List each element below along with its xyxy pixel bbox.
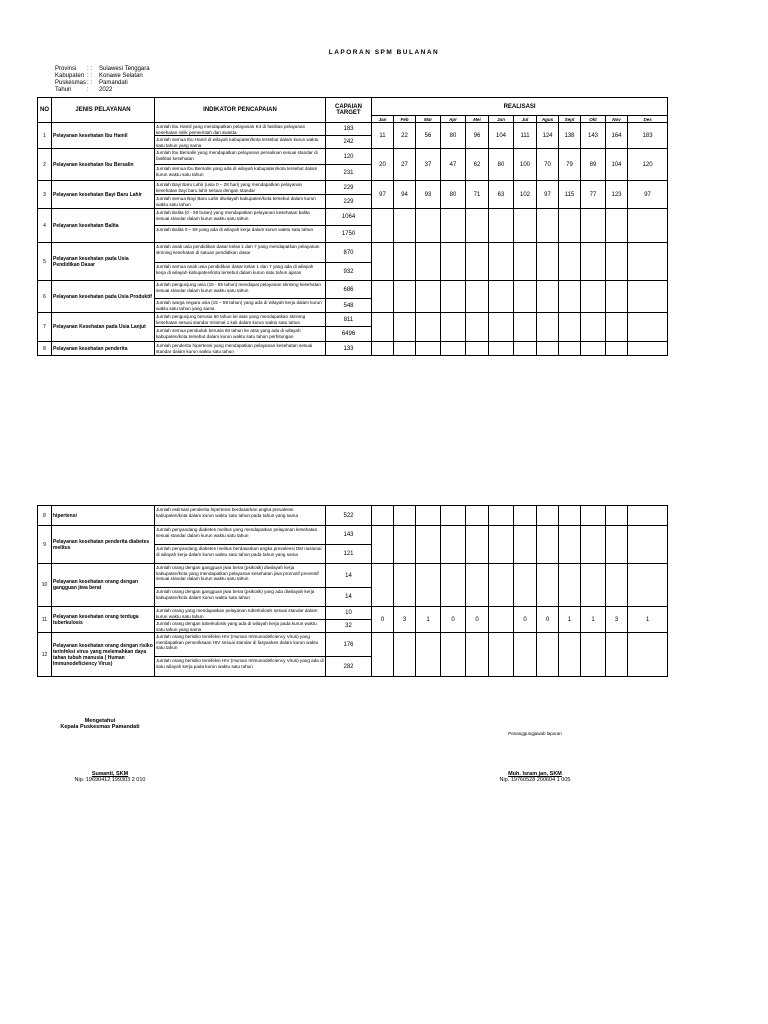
capaian-target-cell: 143: [326, 526, 372, 545]
capaian-target-cell: 870: [326, 243, 372, 263]
jenis-pelayanan-cell: Pelayanan kesehatan orang dengan gangguan jiwa berat: [52, 564, 155, 607]
realisasi-month-cell: 143: [581, 123, 606, 149]
table-row: [38, 209, 668, 226]
realisasi-month-cell: [514, 506, 537, 526]
realisasi-month-cell: 164: [606, 123, 628, 149]
indikator-cell: Jumlah pengunjung usia (15 - 59 tahun) mendapat pelayanan skrining kesehatan sesuai standar dalam kurun waktu satu tahun: [155, 281, 326, 299]
realisasi-month-cell: [489, 313, 514, 342]
jenis-pelayanan-cell: Pelayanan kesehatan penderita diabetes melitus: [52, 526, 155, 564]
realisasi-month-cell: [537, 243, 559, 281]
table-row: [38, 123, 668, 136]
realisasi-month-cell: [606, 313, 628, 342]
realisasi-month-cell: [514, 243, 537, 281]
realisasi-month-cell: 183: [628, 123, 668, 149]
realisasi-month-cell: 100: [514, 149, 537, 181]
indikator-cell: Jumlah semua anak usia pendidikan dasar kelas 1 dan 7 yang ada di wilayah kerja di wilayah kabupaten/kota tersebut dalam kurun satu tahun ajaran: [155, 263, 326, 281]
jenis-pelayanan-cell: Pelayanan kesehatan Ibu Hamil: [52, 123, 155, 149]
capaian-target-cell: 14: [326, 588, 372, 607]
realisasi-month-cell: [372, 281, 394, 313]
realisasi-month-cell: [416, 281, 441, 313]
realisasi-month-cell: [416, 342, 441, 356]
month-header: Sept: [559, 116, 581, 123]
realisasi-month-cell: 93: [416, 181, 441, 209]
meta-key: Provinsi: [55, 66, 77, 72]
indikator-cell: Jumlah penyandang diabetes melitus yang mendapatkan pelayanan kesehatan sesuai standar dalam kurun waktu satu tahun: [155, 526, 326, 545]
row-number: 8: [38, 342, 52, 356]
meta-key: Kabupaten: [55, 73, 85, 79]
realisasi-month-cell: [606, 209, 628, 243]
indikator-cell: Jumlah semua Bayi Baru Lahir diwilayah kabupaten/kota tersebut dalam kurun waktu satu tahun: [155, 195, 326, 209]
table-row: [38, 342, 668, 356]
realisasi-month-cell: 104: [606, 149, 628, 181]
realisasi-month-cell: [606, 564, 628, 607]
realisasi-month-cell: [581, 281, 606, 313]
month-header: Mei: [466, 116, 489, 123]
realisasi-month-cell: [628, 243, 668, 281]
table-row: [38, 607, 668, 620]
realisasi-month-cell: [394, 633, 416, 677]
realisasi-month-cell: [606, 526, 628, 564]
realisasi-month-cell: [537, 313, 559, 342]
realisasi-month-cell: 80: [489, 149, 514, 181]
sig-right-nip: Nip. 19760528 200604 1 005: [499, 777, 571, 783]
realisasi-month-cell: [537, 526, 559, 564]
table-row: [38, 313, 668, 327]
realisasi-month-cell: [559, 313, 581, 342]
table-row: [38, 506, 668, 526]
realisasi-month-cell: [581, 209, 606, 243]
realisasi-month-cell: [514, 313, 537, 342]
realisasi-month-cell: 97: [372, 181, 394, 209]
realisasi-month-cell: [416, 506, 441, 526]
realisasi-month-cell: [441, 313, 466, 342]
jenis-pelayanan-cell: Pelayanan kesehatan Balita: [52, 209, 155, 243]
row-number: 1: [38, 123, 52, 149]
realisasi-month-cell: 63: [489, 181, 514, 209]
signature-left: [45, 718, 155, 730]
realisasi-month-cell: [628, 506, 668, 526]
realisasi-month-cell: 138: [559, 123, 581, 149]
realisasi-month-cell: [416, 243, 441, 281]
realisasi-month-cell: [559, 209, 581, 243]
sig-left-name: Suwanti, SKM: [91, 771, 129, 777]
indikator-cell: Jumlah orang dengan gangguan jiwa berat (psikotik) diwilayah kerja kabupaten/kota yang mendapatkan pelayanan kesehatan jiwa promotif preventif sesuai standar dalam kurun waktu satu tahun: [155, 564, 326, 588]
realisasi-month-cell: [372, 243, 394, 281]
realisasi-month-cell: 0: [441, 607, 466, 633]
realisasi-month-cell: [441, 281, 466, 313]
realisasi-month-cell: [581, 506, 606, 526]
indikator-cell: Jumlah Ibu Bersalin yang mendapatkan pelayanan persalinan sesuai standar di fasilitas kesehatan: [155, 149, 326, 165]
capaian-target-cell: 811: [326, 313, 372, 327]
realisasi-month-cell: 104: [489, 123, 514, 149]
indikator-cell: Jumlah Balita (0 - 59 bulan) yang mendapatkan pelayanan kesehatan balita sesuai standar dalam kurun waktu satu tahun: [155, 209, 326, 226]
jenis-pelayanan-cell: Pelayanan kesehatan Bayi Baru Lahir: [52, 181, 155, 209]
realisasi-month-cell: [416, 633, 441, 677]
realisasi-month-cell: 3: [606, 607, 628, 633]
row-number: 3: [38, 181, 52, 209]
capaian-target-cell: 183: [326, 123, 372, 136]
realisasi-month-cell: [416, 313, 441, 342]
realisasi-month-cell: [394, 281, 416, 313]
realisasi-month-cell: [416, 526, 441, 564]
capaian-target-cell: 229: [326, 181, 372, 195]
jenis-pelayanan-cell: Pelayanan kesehatan pada Usia Produktif: [52, 281, 155, 313]
realisasi-month-cell: [489, 526, 514, 564]
realisasi-month-cell: 47: [441, 149, 466, 181]
realisasi-month-cell: 20: [372, 149, 394, 181]
indikator-cell: Jumlah orang dengan gangguan jiwa berat (psikotik) yang ada diwilayah kerja kabupaten/kota dalam kurun waktu satu tahun: [155, 588, 326, 607]
realisasi-month-cell: [466, 342, 489, 356]
indikator-cell: Jumlah orang berisiko terinfeksi HIV (Human Immunodeficiency Virus) yang ada di satu wilayah kerja pada kurun waktu satu tahun: [155, 657, 326, 677]
realisasi-month-cell: 37: [416, 149, 441, 181]
realisasi-month-cell: [628, 209, 668, 243]
realisasi-month-cell: [441, 342, 466, 356]
capaian-target-cell: 120: [326, 149, 372, 165]
month-header: Jan: [372, 116, 394, 123]
capaian-target-cell: 522: [326, 506, 372, 526]
row-number: 11: [38, 607, 52, 633]
realisasi-month-cell: [581, 243, 606, 281]
realisasi-month-cell: 1: [628, 607, 668, 633]
realisasi-month-cell: [581, 313, 606, 342]
meta-key: Puskesmas: [55, 80, 87, 86]
capaian-target-cell: 686: [326, 281, 372, 299]
realisasi-month-cell: 11: [372, 123, 394, 149]
realisasi-month-cell: [394, 526, 416, 564]
realisasi-month-cell: [559, 564, 581, 607]
indikator-cell: Jumlah penyandang diabetes melitus berdasarkan angka prevalensi DM nasional di wilayah kerja dalam kurun waktu satu tahun pada tahun yang sama: [155, 545, 326, 564]
indikator-cell: Jumlah semua Ibu Bersalin yang ada di wilayah kabupaten/kota tersebut dalam kurun waktu satu tahun: [155, 165, 326, 181]
realisasi-month-cell: 102: [514, 181, 537, 209]
header-realisasi: REALISASI: [372, 98, 668, 116]
header-capaian-target: CAPAIAN TARGET: [326, 98, 372, 123]
realisasi-month-cell: [441, 243, 466, 281]
meta-key: Tahun: [55, 87, 72, 93]
realisasi-month-cell: 62: [466, 149, 489, 181]
realisasi-month-cell: [416, 209, 441, 243]
realisasi-month-cell: [514, 564, 537, 607]
realisasi-month-cell: [372, 506, 394, 526]
jenis-pelayanan-cell: Pelayanan kesehatan orang terduga tuberkulosis: [52, 607, 155, 633]
realisasi-month-cell: [514, 633, 537, 677]
capaian-target-cell: 14: [326, 564, 372, 588]
realisasi-month-cell: [372, 342, 394, 356]
realisasi-month-cell: [514, 209, 537, 243]
jenis-pelayanan-cell: Pelayanan kesehatan Ibu Bersalin: [52, 149, 155, 181]
capaian-target-cell: 1750: [326, 226, 372, 243]
jenis-pelayanan-cell: Pelayanan Kesehatan pada Usia Lanjut: [52, 313, 155, 342]
realisasi-month-cell: 0: [514, 607, 537, 633]
month-header: Jun: [489, 116, 514, 123]
realisasi-month-cell: 3: [394, 607, 416, 633]
realisasi-month-cell: [394, 209, 416, 243]
month-header: Agus: [537, 116, 559, 123]
realisasi-month-cell: [394, 342, 416, 356]
realisasi-month-cell: [581, 526, 606, 564]
realisasi-month-cell: [372, 313, 394, 342]
indikator-cell: Jumlah orang berisiko terinfeksi HIV (Human Immunodeficiency Virus) yang mendapatkan pemeriksaan HIV sesuai standar di fasyankes dalam kurun waktu satu tahun: [155, 633, 326, 657]
realisasi-month-cell: [416, 564, 441, 607]
realisasi-month-cell: [489, 209, 514, 243]
realisasi-month-cell: [514, 342, 537, 356]
indikator-cell: Jumlah semua penduduk berusia 60 tahun ke atas yang ada di wilayah kabupaten/kota tersebut dalam kurun waktu satu tahun perhitungan: [155, 327, 326, 342]
jenis-pelayanan-cell: Pelayanan kesehatan orang dengan risiko terinfeksi virus yang melemahkan daya tahan tubuh manusia ( Human Immunodeficiency Virus): [52, 633, 155, 677]
realisasi-month-cell: 80: [441, 123, 466, 149]
realisasi-month-cell: [441, 506, 466, 526]
realisasi-month-cell: 123: [606, 181, 628, 209]
capaian-target-cell: 32: [326, 620, 372, 633]
capaian-target-cell: 6496: [326, 327, 372, 342]
indikator-cell: Jumlah Bayi Baru Lahir (usia 0 – 28 hari) yang mendapatkan pelayanan kesehatan bayi baru lahir sesuai dengan standar: [155, 181, 326, 195]
realisasi-month-cell: 0: [537, 607, 559, 633]
realisasi-month-cell: [537, 506, 559, 526]
realisasi-month-cell: 111: [514, 123, 537, 149]
realisasi-month-cell: 1: [416, 607, 441, 633]
realisasi-month-cell: [394, 313, 416, 342]
report-meta: Provinsi : : Sulawesi Tenggara Kabupaten : : Konawe Selatan Puskesmas : : Pamandati Tahun : 2022: [55, 66, 150, 93]
capaian-target-cell: 229: [326, 195, 372, 209]
realisasi-month-cell: [372, 633, 394, 677]
realisasi-month-cell: [466, 633, 489, 677]
signature-left-name-block: [45, 771, 175, 783]
signature-right-name-block: [470, 771, 600, 783]
realisasi-month-cell: [466, 281, 489, 313]
realisasi-month-cell: [372, 209, 394, 243]
row-number: 10: [38, 564, 52, 607]
month-header: Des: [628, 116, 668, 123]
realisasi-month-cell: [489, 281, 514, 313]
indikator-cell: Jumlah warga negara usia (15 – 59 tahun) yang ada di wilayah kerja dalam kurun waktu satu tahun yang sama: [155, 299, 326, 313]
capaian-target-cell: 133: [326, 342, 372, 356]
realisasi-month-cell: [466, 313, 489, 342]
realisasi-month-cell: 124: [537, 123, 559, 149]
row-number: 9: [38, 526, 52, 564]
realisasi-month-cell: 80: [441, 181, 466, 209]
realisasi-month-cell: [514, 526, 537, 564]
realisasi-month-cell: [628, 313, 668, 342]
jenis-pelayanan-cell: hipertensi: [52, 506, 155, 526]
capaian-target-cell: 548: [326, 299, 372, 313]
realisasi-month-cell: [394, 564, 416, 607]
realisasi-month-cell: 27: [394, 149, 416, 181]
jenis-pelayanan-cell: Pelayanan kesehatan penderita: [52, 342, 155, 356]
realisasi-month-cell: [489, 633, 514, 677]
indikator-cell: Jumlah orang dengan tuberkulosis yang ada di wilayah kerja pada kurun waktu satu tahun yang sama: [155, 620, 326, 633]
realisasi-month-cell: [581, 633, 606, 677]
realisasi-month-cell: [441, 564, 466, 607]
realisasi-month-cell: [441, 526, 466, 564]
header-no: NO: [38, 98, 52, 123]
realisasi-month-cell: 115: [559, 181, 581, 209]
month-header: Apr: [441, 116, 466, 123]
sig-right-name: Muh. Isram jan, SKM: [508, 771, 562, 777]
capaian-target-cell: 932: [326, 263, 372, 281]
realisasi-month-cell: [489, 342, 514, 356]
realisasi-month-cell: [394, 243, 416, 281]
month-header: Okt: [581, 116, 606, 123]
table-row: [38, 633, 668, 657]
realisasi-month-cell: [514, 281, 537, 313]
indikator-cell: Jumlah semua Ibu Hamil di wilayah kabupaten/kota tersebut dalam kurun waktu satu tahun yang sama: [155, 136, 326, 149]
realisasi-month-cell: [489, 564, 514, 607]
realisasi-month-cell: [466, 243, 489, 281]
report-title: LAPORAN SPM BULANAN: [328, 49, 440, 56]
sig-right-line1: Penanggungjawab laporan: [508, 731, 562, 736]
capaian-target-cell: 282: [326, 657, 372, 677]
meta-value: Sulawesi Tenggara: [99, 66, 150, 72]
realisasi-month-cell: [537, 633, 559, 677]
realisasi-month-cell: 71: [466, 181, 489, 209]
signature-right: [480, 731, 590, 736]
realisasi-month-cell: 77: [581, 181, 606, 209]
jenis-pelayanan-cell: Pelayanan kesehatan pada Usia Pendidikan Dasar: [52, 243, 155, 281]
realisasi-month-cell: [606, 633, 628, 677]
realisasi-month-cell: [466, 209, 489, 243]
month-header: Mar: [416, 116, 441, 123]
realisasi-month-cell: 79: [559, 149, 581, 181]
indikator-cell: Jumlah estimasi penderita hipertensi berdasarkan angka prevalensi kabupaten/kota dalam kurun waktu satu tahun pada tahun yang sama: [155, 506, 326, 526]
realisasi-month-cell: 97: [628, 181, 668, 209]
realisasi-month-cell: 56: [416, 123, 441, 149]
capaian-target-cell: 176: [326, 633, 372, 657]
realisasi-month-cell: [606, 342, 628, 356]
realisasi-month-cell: [581, 342, 606, 356]
indikator-cell: Jumlah Ibu Hamil yang mendapatkan pelayanan K4 di fasilitas pelayanan kesehatan milik pemerintah dan swasta.: [155, 123, 326, 136]
realisasi-month-cell: [394, 506, 416, 526]
indikator-cell: Jumlah anak usia pendidikan dasar kelas 1 dan 7 yang mendapatkan pelayanan skrining kesehatan di satuan pendidikan dasar: [155, 243, 326, 263]
table-row: [38, 281, 668, 299]
table-row: [38, 181, 668, 195]
realisasi-month-cell: 96: [466, 123, 489, 149]
sig-left-line2: Kepala Puskesmas Pamandati: [60, 724, 140, 730]
realisasi-month-cell: 0: [372, 607, 394, 633]
realisasi-month-cell: [466, 526, 489, 564]
realisasi-month-cell: [537, 342, 559, 356]
realisasi-month-cell: 1: [581, 607, 606, 633]
realisasi-month-cell: [441, 209, 466, 243]
month-header: Nov: [606, 116, 628, 123]
month-header: Feb: [394, 116, 416, 123]
realisasi-month-cell: [606, 281, 628, 313]
table-row: [38, 526, 668, 545]
row-number: 6: [38, 281, 52, 313]
realisasi-month-cell: [537, 281, 559, 313]
realisasi-month-cell: [559, 243, 581, 281]
realisasi-month-cell: 1: [559, 607, 581, 633]
realisasi-month-cell: [559, 633, 581, 677]
row-number: 4: [38, 209, 52, 243]
row-number: 7: [38, 313, 52, 342]
realisasi-month-cell: [559, 281, 581, 313]
table-row: [38, 149, 668, 165]
realisasi-month-cell: [559, 526, 581, 564]
spm-table-page-1: [37, 97, 668, 356]
realisasi-month-cell: 70: [537, 149, 559, 181]
realisasi-month-cell: 97: [537, 181, 559, 209]
capaian-target-cell: 121: [326, 545, 372, 564]
row-number: 8: [38, 506, 52, 526]
realisasi-month-cell: [466, 506, 489, 526]
realisasi-month-cell: [489, 243, 514, 281]
capaian-target-cell: 1064: [326, 209, 372, 226]
realisasi-month-cell: [606, 506, 628, 526]
realisasi-month-cell: [606, 243, 628, 281]
realisasi-month-cell: [628, 281, 668, 313]
realisasi-month-cell: 120: [628, 149, 668, 181]
realisasi-month-cell: [441, 633, 466, 677]
realisasi-month-cell: [537, 564, 559, 607]
realisasi-month-cell: 89: [581, 149, 606, 181]
realisasi-month-cell: [372, 526, 394, 564]
realisasi-month-cell: [489, 506, 514, 526]
realisasi-month-cell: [559, 342, 581, 356]
realisasi-month-cell: [628, 526, 668, 564]
realisasi-month-cell: 22: [394, 123, 416, 149]
sig-left-nip: Nip. 19690412 199303 2 010: [74, 777, 146, 783]
realisasi-month-cell: [559, 506, 581, 526]
meta-value: Konawe Selatan: [99, 73, 143, 79]
indikator-cell: Jumlah penderita hipertensi yang mendapatkan pelayanan kesehatan sesuai standar dalam kurun waktu satu tahun: [155, 342, 326, 356]
capaian-target-cell: 242: [326, 136, 372, 149]
indikator-cell: Jumlah pengunjung berusia 60 tahun ke atas yang mendapatkan skrining kesehatan sesuai standar minimal 1 kali dalam kurun waktu satu tahun: [155, 313, 326, 327]
capaian-target-cell: 10: [326, 607, 372, 620]
sig-left-line1: Mengetahui: [84, 718, 116, 724]
meta-value: 2022: [99, 87, 113, 93]
meta-value: Pamandati: [99, 80, 128, 86]
realisasi-month-cell: 94: [394, 181, 416, 209]
row-number: 5: [38, 243, 52, 281]
spm-table-page-2: [37, 505, 668, 677]
realisasi-month-cell: [581, 564, 606, 607]
row-number: 12: [38, 633, 52, 677]
realisasi-month-cell: [628, 342, 668, 356]
realisasi-month-cell: [628, 633, 668, 677]
realisasi-month-cell: [537, 209, 559, 243]
indikator-cell: Jumlah Balita 0 – 59 yang ada di wilayah kerja dalam kurun waktu satu tahun: [155, 226, 326, 243]
realisasi-month-cell: 0: [466, 607, 489, 633]
table-row: [38, 564, 668, 588]
header-jenis-pelayanan: JENIS PELAYANAN: [52, 98, 155, 123]
realisasi-month-cell: [372, 564, 394, 607]
indikator-cell: Jumlah orang yang mendapatkan pelayanan tuberkulosis sesuai standar dalam kurun waktu satu tahun: [155, 607, 326, 620]
realisasi-month-cell: [466, 564, 489, 607]
realisasi-month-cell: [489, 607, 514, 633]
month-header: Jul: [514, 116, 537, 123]
realisasi-month-cell: [628, 564, 668, 607]
capaian-target-cell: 231: [326, 165, 372, 181]
header-indikator: INDIKATOR PENCAPAIAN: [155, 98, 326, 123]
table-row: [38, 243, 668, 263]
row-number: 2: [38, 149, 52, 181]
